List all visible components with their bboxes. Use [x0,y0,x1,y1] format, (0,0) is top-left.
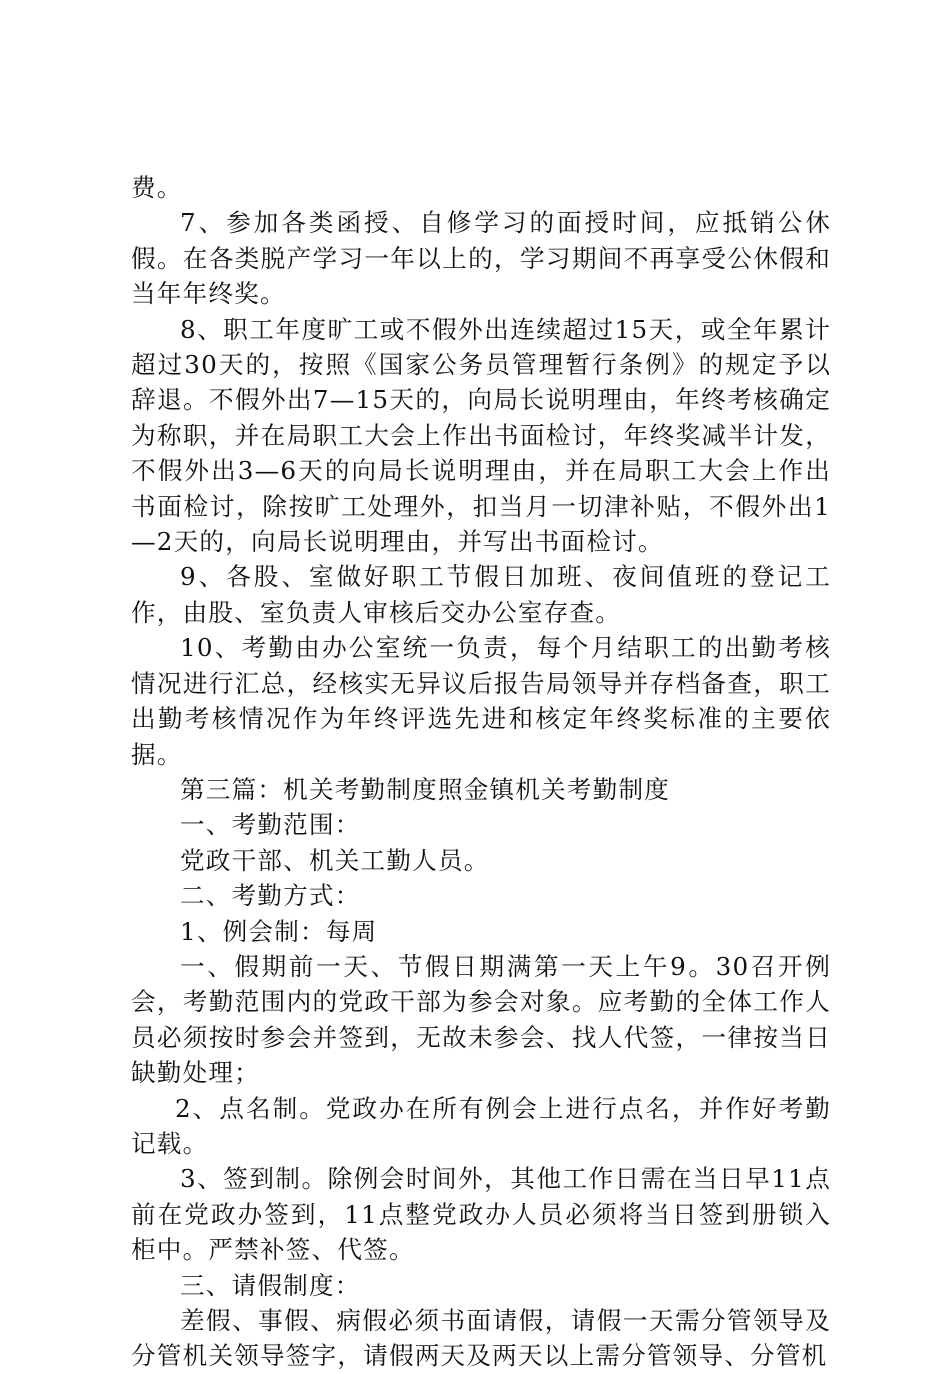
paragraph-item-10: 10、考勤由办公室统一负责，每个月结职工的出勤考核情况进行汇总，经核实无异议后报告局领导并存档备查，职工出勤考核情况作为年终评选先进和核定年终奖标准的主要依据。 [131,633,831,769]
paragraph-item-7: 7、参加各类函授、自修学习的面授时间，应抵销公休假。在各类脱产学习一年以上的，学习期间不再享受公休假和当年年终奖。 [131,208,831,309]
paragraph-roll-call: 2、点名制。党政办在所有例会上进行点名，并作好考勤记载。 [131,1093,831,1158]
heading-leave-system: 三、请假制度： [180,1270,361,1300]
heading-attendance-scope: 一、考勤范围： [180,810,361,840]
paragraph-meeting-system: 1、例会制：每周 [180,916,378,946]
paragraph-leave-rules: 差假、事假、病假必须书面请假，请假一天需分管领导及分管机关领导签字，请假两天及两天以上需分管领导、分管机 [131,1306,831,1371]
document-body [131,170,831,1374]
paragraph-continuation: 费。 [131,173,183,202]
paragraph-meeting-details: 一、假期前一天、节假日期满第一天上午9。30召开例会，考勤范围内的党政干部为参会对象。应考勤的全体工作人员必须按时参会并签到，无故未参会、找人代签，一律按当日缺勤处理； [131,951,831,1088]
paragraph-attendance-scope: 党政干部、机关工勤人员。 [180,845,490,875]
paragraph-item-9: 9、各股、室做好职工节假日加班、夜间值班的登记工作，由股、室负责人审核后交办公室存查。 [131,562,831,627]
paragraph-sign-in: 3、签到制。除例会时间外，其他工作日需在当日早11点前在党政办签到，11点整党政办人员必须将当日签到册锁入柜中。严禁补签、代签。 [131,1164,831,1265]
section-heading-part-three: 第三篇：机关考勤制度照金镇机关考勤制度 [180,774,671,804]
paragraph-item-8: 8、职工年度旷工或不假外出连续超过15天，或全年累计超过30天的，按照《国家公务员管理暂行条例》的规定予以辞退。不假外出7—15天的，向局长说明理由，年终考核确定为称职，并在局职工大会上作出书面检讨，年终奖减半计发，不假外出3—6天的向局长说明理由，并在局职工大会上作出书面检讨，除按旷工处理外，扣当月一切津补贴，不假外出1—2天的，向局长说明理由，并写出书面检讨。 [131,314,831,557]
heading-attendance-method: 二、考勤方式： [180,881,361,911]
